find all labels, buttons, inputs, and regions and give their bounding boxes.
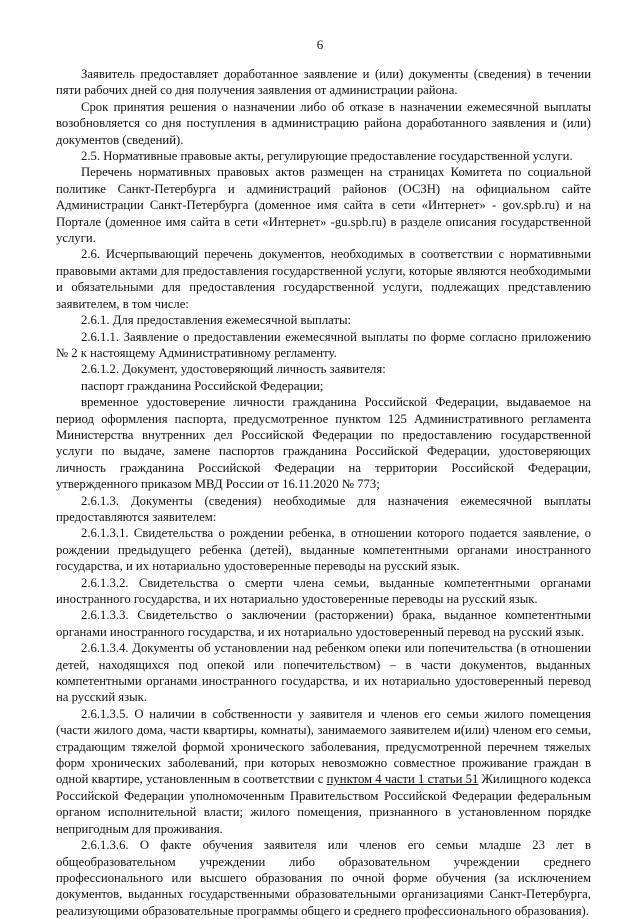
paragraph: 2.6.1.3.6. О факте обучения заявителя или членов его семьи младше 23 лет в общеобразовательном учреждении либо образовательном учреждении среднего профессионального или высшего образования по очной форме обучения (за исключением документов, выданных государственными образовательными организациями Санкт-Петербурга, реализующими образовательные программы общего и среднего профессионального образования). <box>56 838 591 918</box>
page-number: 6 <box>316 37 324 52</box>
document-body <box>56 66 591 919</box>
paragraph: 2.6.1.3.4. Документы об установлении над ребенком опеки или попечительства (в отношении детей, находящихся под опекой или попечительством) – в части документов, выданных компетентными органами иностранного государства, и их нотариально удостоверенный перевод на русский язык. <box>56 641 591 705</box>
paragraph: паспорт гражданина Российской Федерации; <box>81 378 324 393</box>
paragraph-housing <box>56 706 591 837</box>
paragraph: 2.6.1.3.3. Свидетельство о заключении (расторжении) брака, выданное компетентными органами иностранного государства, и их нотариально удостоверенный перевод на русский язык. <box>56 608 591 639</box>
paragraph: 2.6.1.3.2. Свидетельства о смерти члена семьи, выданные компетентными органами иностранного государства, и их нотариально удостоверенные переводы на русский язык. <box>56 575 591 606</box>
paragraph-text: 2.6.1.3.5. О наличии в собственности у заявителя и членов его семьи жилого помещения (части жилого дома, части квартиры, комнаты), занимаемого заявителем и(или) членом его семьи, страдающим тяжелой формой хронического заболевания, предусмотренной перечнем тяжелых форм хронических заболеваний, при которых невозможно совместное проживание граждан в одной квартире, установленным в соответствии с <box>56 706 591 787</box>
paragraph: 2.6.1.1. Заявление о предоставлении ежемесячной выплаты по форме согласно приложению № 2 к настоящему Административному регламенту. <box>56 329 591 360</box>
paragraph-text: Жилищного кодекса Российской Федерации уполномоченным Правительством Российской Федерации федеральным органом исполнительной власти; жилого помещения, признанного в установленном порядке непригодным для проживания. <box>56 772 592 836</box>
paragraph: 2.6.1.3.1. Свидетельства о рождении ребенка, в отношении которого подается заявление, о рождении предыдущего ребенка (детей), выданные компетентными органами иностранного государства, и их нотариально удостоверенные переводы на русский язык. <box>56 526 591 574</box>
paragraph: 2.6.1.2. Документ, удостоверяющий личность заявителя: <box>81 362 386 377</box>
paragraph: 2.6. Исчерпывающий перечень документов, необходимых в соответствии с нормативными правовыми актами для предоставления государственной услуги, которые являются необходимыми и обязательными для предоставления государственной услуги, подлежащих представлению заявителем, в том числе: <box>56 247 591 311</box>
paragraph: Перечень нормативных правовых актов размещен на страницах Комитета по социальной политике Санкт-Петербурга и администраций районов (ОСЗН) на официальном сайте Администрации Санкт-Петербурга (доменное имя сайта в сети «Интернет» - gov.spb.ru) и на Портале (доменное имя сайта в сети «Интернет» -gu.spb.ru) в разделе описания государственной услуги. <box>56 165 591 246</box>
paragraph: Заявитель предоставляет доработанное заявление и (или) документы (сведения) в течении пяти рабочих дней со дня получения заявления от администрации района. <box>56 67 591 98</box>
paragraph: 2.6.1.3. Документы (сведения) необходимые для назначения ежемесячной выплаты предоставляются заявителем: <box>56 493 591 524</box>
paragraph: 2.5. Нормативные правовые акты, регулирующие предоставление государственной услуги. <box>81 149 573 164</box>
paragraph: 2.6.1. Для предоставления ежемесячной выплаты: <box>81 313 352 328</box>
paragraph: временное удостоверение личности гражданина Российской Федерации, выдаваемое на период оформления паспорта, предусмотренное пунктом 125 Административного регламента Министерства внутренних дел Российской Федерации по предоставлению государственной услуги по выдаче, замене паспортов гражданина Российской Федерации, удостоверяющих личность гражданина Российской Федерации на территории Российской Федерации, утвержденного приказом МВД России от 16.11.2020 № 773; <box>56 395 591 492</box>
housing-code-reference-link[interactable]: пунктом 4 части 1 статьи 51 <box>326 772 479 787</box>
paragraph: Срок принятия решения о назначении либо об отказе в назначении ежемесячной выплаты возобновляется со дня поступления в администрацию района доработанного заявления и (или) документов (сведений). <box>56 99 591 147</box>
